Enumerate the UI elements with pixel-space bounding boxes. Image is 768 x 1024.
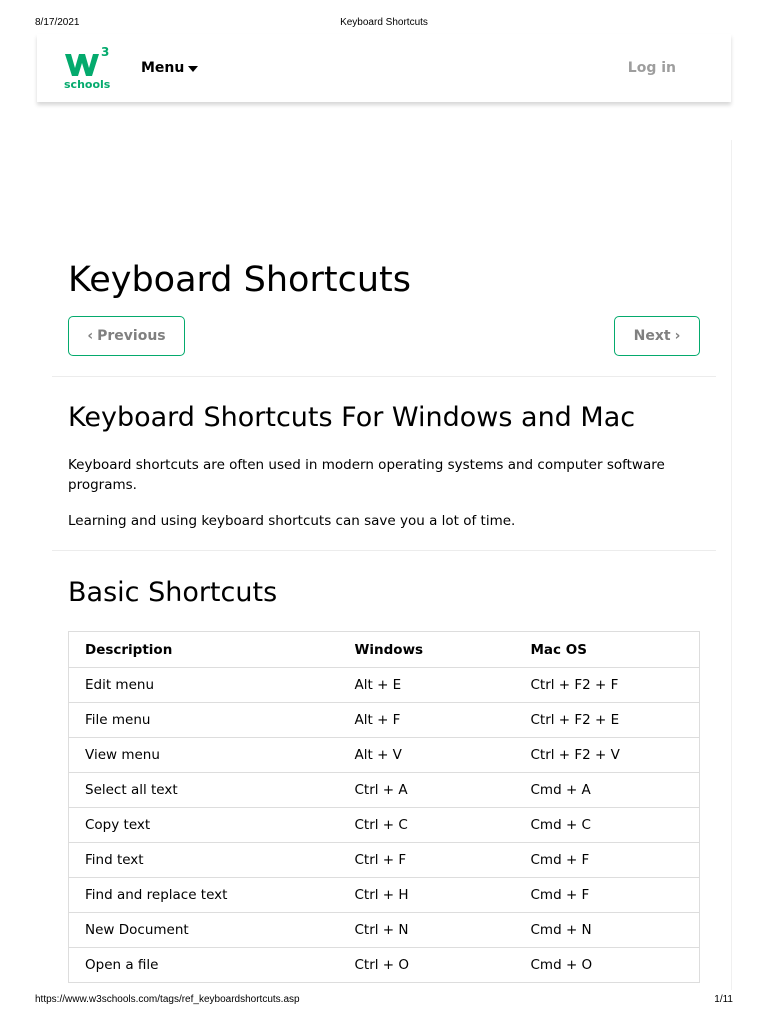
cell-macos: Cmd + A xyxy=(515,773,700,808)
w3schools-logo[interactable] xyxy=(63,44,111,92)
table-row xyxy=(69,948,700,983)
cell-windows: Ctrl + N xyxy=(339,913,515,948)
print-url: https://www.w3schools.com/tags/ref_keyboardshortcuts.asp xyxy=(35,994,300,1005)
cell-windows: Alt + V xyxy=(339,738,515,773)
cell-description: Open a file xyxy=(69,948,339,983)
basic-shortcuts-table xyxy=(68,631,700,983)
print-date: 8/17/2021 xyxy=(35,17,80,28)
chevron-left-icon: ‹ xyxy=(87,328,94,344)
table-row xyxy=(69,703,700,738)
caret-down-icon xyxy=(188,66,198,72)
cell-macos: Cmd + O xyxy=(515,948,700,983)
cell-description: Copy text xyxy=(69,808,339,843)
table-header-row xyxy=(69,632,700,668)
column-header-macos: Mac OS xyxy=(530,641,587,658)
cell-windows: Ctrl + A xyxy=(339,773,515,808)
previous-button[interactable] xyxy=(68,316,185,356)
content-divider xyxy=(731,140,732,990)
table-row xyxy=(69,878,700,913)
cell-description: View menu xyxy=(69,738,339,773)
cell-macos: Cmd + N xyxy=(515,913,700,948)
cell-windows: Alt + E xyxy=(339,668,515,703)
cell-windows: Ctrl + H xyxy=(339,878,515,913)
page-title: Keyboard Shortcuts xyxy=(68,260,411,300)
section-divider xyxy=(52,550,716,551)
table-row xyxy=(69,668,700,703)
cell-description: New Document xyxy=(69,913,339,948)
print-page-number: 1/11 xyxy=(714,994,733,1005)
intro-paragraph-1: Keyboard shortcuts are often used in modern operating systems and computer software programs. xyxy=(68,457,665,493)
chevron-right-icon: › xyxy=(674,328,681,344)
w3schools-logo-icon xyxy=(63,44,111,92)
table-row xyxy=(69,773,700,808)
cell-macos: Ctrl + F2 + V xyxy=(515,738,700,773)
table-row xyxy=(69,913,700,948)
cell-windows: Ctrl + C xyxy=(339,808,515,843)
print-title: Keyboard Shortcuts xyxy=(340,17,428,28)
cell-description: Select all text xyxy=(69,773,339,808)
cell-windows: Alt + F xyxy=(339,703,515,738)
menu-dropdown-button[interactable] xyxy=(141,60,198,76)
top-navigation-bar xyxy=(37,34,731,102)
intro-heading: Keyboard Shortcuts For Windows and Mac xyxy=(68,402,636,433)
login-link[interactable]: Log in xyxy=(627,60,676,76)
cell-macos: Cmd + C xyxy=(515,808,700,843)
previous-label: Previous xyxy=(97,328,166,344)
basic-shortcuts-heading: Basic Shortcuts xyxy=(68,577,278,608)
print-header xyxy=(0,17,768,31)
cell-macos: Cmd + F xyxy=(515,843,700,878)
menu-label: Menu xyxy=(141,60,185,76)
svg-text:3: 3 xyxy=(101,45,110,59)
next-label: Next xyxy=(633,328,671,344)
cell-description: Edit menu xyxy=(69,668,339,703)
table-row xyxy=(69,808,700,843)
table-row xyxy=(69,843,700,878)
cell-windows: Ctrl + O xyxy=(339,948,515,983)
intro-paragraph-2: Learning and using keyboard shortcuts can save you a lot of time. xyxy=(68,513,516,529)
cell-description: Find text xyxy=(69,843,339,878)
table-row xyxy=(69,738,700,773)
column-header-windows: Windows xyxy=(354,641,424,658)
cell-macos: Cmd + F xyxy=(515,878,700,913)
section-divider xyxy=(52,376,716,377)
cell-description: File menu xyxy=(69,703,339,738)
cell-macos: Ctrl + F2 + E xyxy=(515,703,700,738)
next-button[interactable] xyxy=(614,316,700,356)
print-footer xyxy=(0,994,768,1008)
svg-text:schools: schools xyxy=(64,78,111,91)
cell-description: Find and replace text xyxy=(69,878,339,913)
cell-windows: Ctrl + F xyxy=(339,843,515,878)
cell-macos: Ctrl + F2 + F xyxy=(515,668,700,703)
column-header-description: Description xyxy=(85,641,173,658)
